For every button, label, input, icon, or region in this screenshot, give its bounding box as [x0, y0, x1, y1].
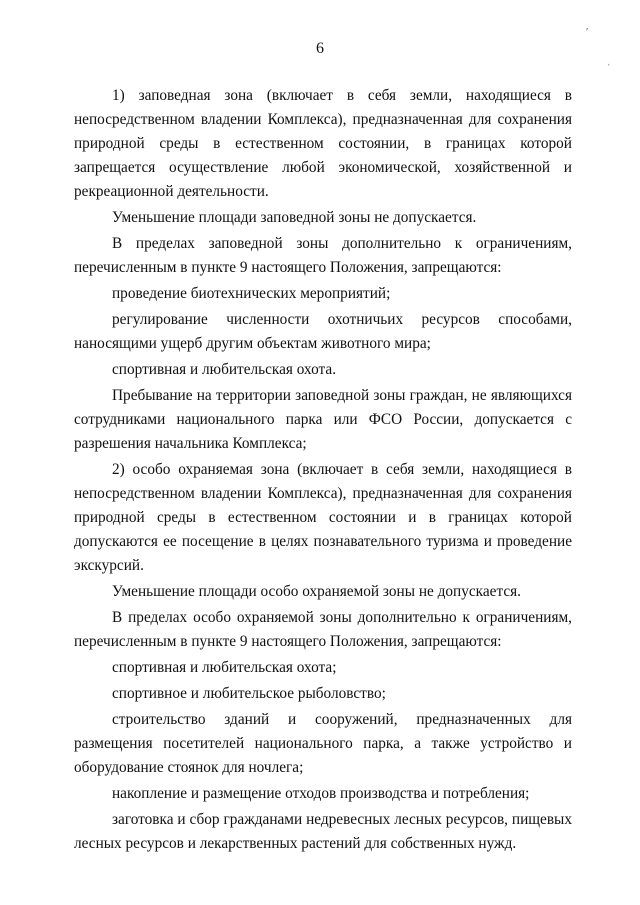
list-item: регулирование численности охотничьих ресурсов способами, наносящими ущерб другим объектам животного мира;: [74, 311, 572, 352]
scan-mark: ʹ: [586, 26, 589, 38]
paragraph-zone-2: 2) особо охраняемая зона (включает в себя земли, находящиеся в непосредственном владении Комплекса), предназначенная для сохранения природной среды в естественном состоянии и в границах которой допускаются ее посещение в целях познавательного туризма и проведение экскурсий.: [74, 461, 572, 574]
page-number: 6: [316, 40, 324, 57]
document-body: [74, 84, 572, 858]
paragraph: В пределах особо охраняемой зоны дополнительно к ограничениям, перечисленным в пункте 9 настоящего Положения, запрещаются:: [74, 609, 572, 650]
list-item: спортивное и любительское рыболовство;: [112, 685, 386, 702]
paragraph: Пребывание на территории заповедной зоны граждан, не являющихся сотрудниками национального парка или ФСО России, допускается с разрешения начальника Комплекса;: [74, 387, 572, 452]
list-item: спортивная и любительская охота;: [112, 659, 337, 676]
list-item: накопление и размещение отходов производства и потребления;: [112, 785, 530, 802]
list-item: строительство зданий и сооружений, предназначенных для размещения посетителей национального парка, а также устройство и оборудование стоянок для ночлега;: [74, 711, 572, 776]
paragraph: Уменьшение площади особо охраняемой зоны не допускается.: [112, 583, 521, 600]
list-item: спортивная и любительская охота.: [112, 361, 337, 378]
list-item: проведение биотехнических мероприятий;: [112, 285, 391, 302]
paragraph-zone-1: 1) заповедная зона (включает в себя земли, находящиеся в непосредственном владении Комплекса), предназначенная для сохранения природной среды в естественном состоянии, в границах которой запрещается осуществление любой экономической, хозяйственной и рекреационной деятельности.: [74, 87, 572, 200]
scan-mark: ˌ: [607, 54, 611, 66]
paragraph: Уменьшение площади заповедной зоны не допускается.: [112, 209, 477, 226]
paragraph: В пределах заповедной зоны дополнительно к ограничениям, перечисленным в пункте 9 настоящего Положения, запрещаются:: [74, 235, 572, 276]
list-item: заготовка и сбор гражданами недревесных лесных ресурсов, пищевых лесных ресурсов и лекарственных растений для собственных нужд.: [74, 811, 572, 852]
